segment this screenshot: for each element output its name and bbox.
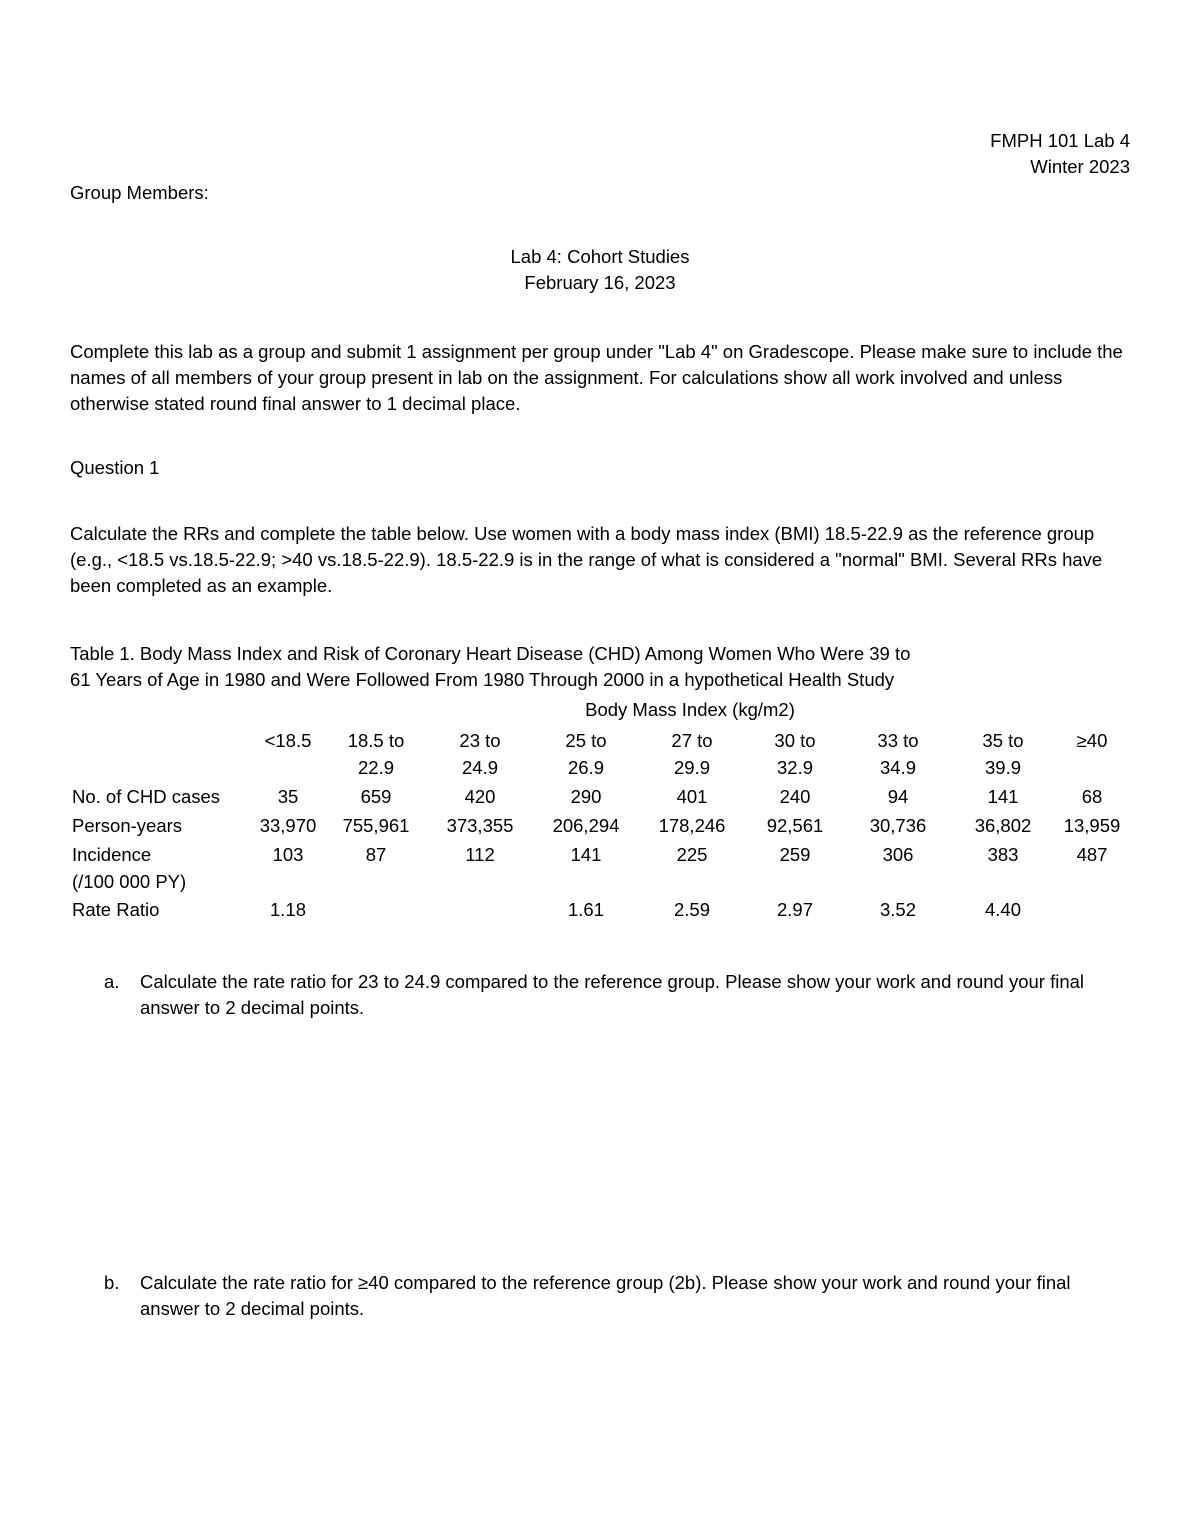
column-header: 30 to [774, 730, 816, 751]
column-header: <18.5 [264, 730, 312, 751]
course-label: FMPH 101 Lab 4 [990, 130, 1130, 151]
table-cell: 240 [779, 786, 811, 807]
subquestion-a [104, 969, 1134, 1021]
row-label-incidence-unit: (/100 000 PY) [72, 871, 187, 892]
table-cell: 290 [570, 786, 602, 807]
column-header: 33 to [877, 730, 919, 751]
table-cell: 4.40 [984, 899, 1022, 920]
table-cell: 1.61 [567, 899, 605, 920]
table-cell: 383 [987, 844, 1019, 865]
table-cell: 68 [1081, 786, 1103, 807]
table-cell: 401 [676, 786, 708, 807]
table-cell: 2.97 [776, 899, 814, 920]
document-header [990, 128, 1130, 180]
column-header: 18.5 to [347, 730, 405, 751]
table-cell: 94 [887, 786, 909, 807]
table-cell: 420 [464, 786, 496, 807]
table-cell: 3.52 [879, 899, 917, 920]
row-label-rate-ratio: Rate Ratio [72, 899, 160, 920]
table-cell: 373,355 [446, 815, 514, 836]
table-spanner-header: Body Mass Index (kg/m2) [585, 699, 795, 720]
table-cell: 141 [987, 786, 1019, 807]
subquestion-marker: a. [104, 971, 120, 992]
subquestion-marker: b. [104, 1272, 120, 1293]
subquestion-text: Calculate the rate ratio for ≥40 compared to the reference group (2b). Please show your work and round your final answer to 2 decimal points. [140, 1272, 1071, 1319]
table-cell: 87 [365, 844, 387, 865]
table-cell: 225 [676, 844, 708, 865]
table-cell: 206,294 [552, 815, 620, 836]
table-cell: 755,961 [342, 815, 410, 836]
column-header-line-2: 24.9 [461, 757, 499, 778]
column-header-line-2: 26.9 [567, 757, 605, 778]
row-label-incidence: Incidence [72, 844, 152, 865]
table-cell: 13,959 [1063, 815, 1121, 836]
term-label: Winter 2023 [1030, 156, 1130, 177]
table-cell: 1.18 [269, 899, 307, 920]
table-cell: 36,802 [974, 815, 1032, 836]
subquestion-b [104, 1270, 1134, 1322]
table-cell: 33,970 [259, 815, 317, 836]
question-intro: Calculate the RRs and complete the table below. Use women with a body mass index (BMI) 18.5-22.9 as the reference group (e.g., <18.5 vs.18.5-22.9; >40 vs.18.5-22.9). 18.5-22.9 is in the range of what is considered a "normal" BMI. Several RRs have been completed as an example. [70, 523, 1103, 596]
table-caption-line-2: 61 Years of Age in 1980 and Were Followed From 1980 Through 2000 in a hypothetical Health Study [70, 669, 895, 690]
row-label-cases: No. of CHD cases [72, 786, 221, 807]
table-cell: 30,736 [869, 815, 927, 836]
column-header-line-2: 32.9 [776, 757, 814, 778]
table-cell: 487 [1076, 844, 1108, 865]
table-cell: 103 [272, 844, 304, 865]
column-header: 27 to [671, 730, 713, 751]
table-cell: 2.59 [673, 899, 711, 920]
table-cell: 306 [882, 844, 914, 865]
table-cell: 141 [570, 844, 602, 865]
table-caption [70, 641, 1132, 693]
column-header: ≥40 [1076, 730, 1108, 751]
subquestion-text: Calculate the rate ratio for 23 to 24.9 compared to the reference group. Please show your work and round your final answer to 2 decimal points. [140, 971, 1085, 1018]
table-cell: 112 [465, 844, 495, 865]
column-header-line-2: 22.9 [357, 757, 395, 778]
column-header-line-2: 29.9 [673, 757, 711, 778]
column-header: 35 to [982, 730, 1024, 751]
page-date: February 16, 2023 [524, 272, 676, 293]
table-cell: 178,246 [658, 815, 726, 836]
question-heading: Question 1 [70, 457, 160, 478]
column-header: 25 to [565, 730, 607, 751]
instructions-paragraph: Complete this lab as a group and submit 1 assignment per group under "Lab 4" on Gradescope. Please make sure to include the names of all members of your group present in lab on the assignment. For calculations show all work involved and unless otherwise stated round final answer to 1 decimal place. [70, 341, 1123, 414]
column-header-line-2: 34.9 [879, 757, 917, 778]
table-caption-line-1: Table 1. Body Mass Index and Risk of Coronary Heart Disease (CHD) Among Women Who Were 39 to [70, 643, 911, 664]
column-header: 23 to [459, 730, 501, 751]
row-label-person-years: Person-years [72, 815, 183, 836]
column-header-line-2: 39.9 [984, 757, 1022, 778]
table-cell: 92,561 [766, 815, 824, 836]
table-cell: 259 [779, 844, 811, 865]
table-cell: 659 [360, 786, 392, 807]
page-title: Lab 4: Cohort Studies [510, 246, 690, 267]
title-block [0, 244, 1200, 296]
table-cell: 35 [277, 786, 299, 807]
group-members-label: Group Members: [70, 182, 209, 203]
